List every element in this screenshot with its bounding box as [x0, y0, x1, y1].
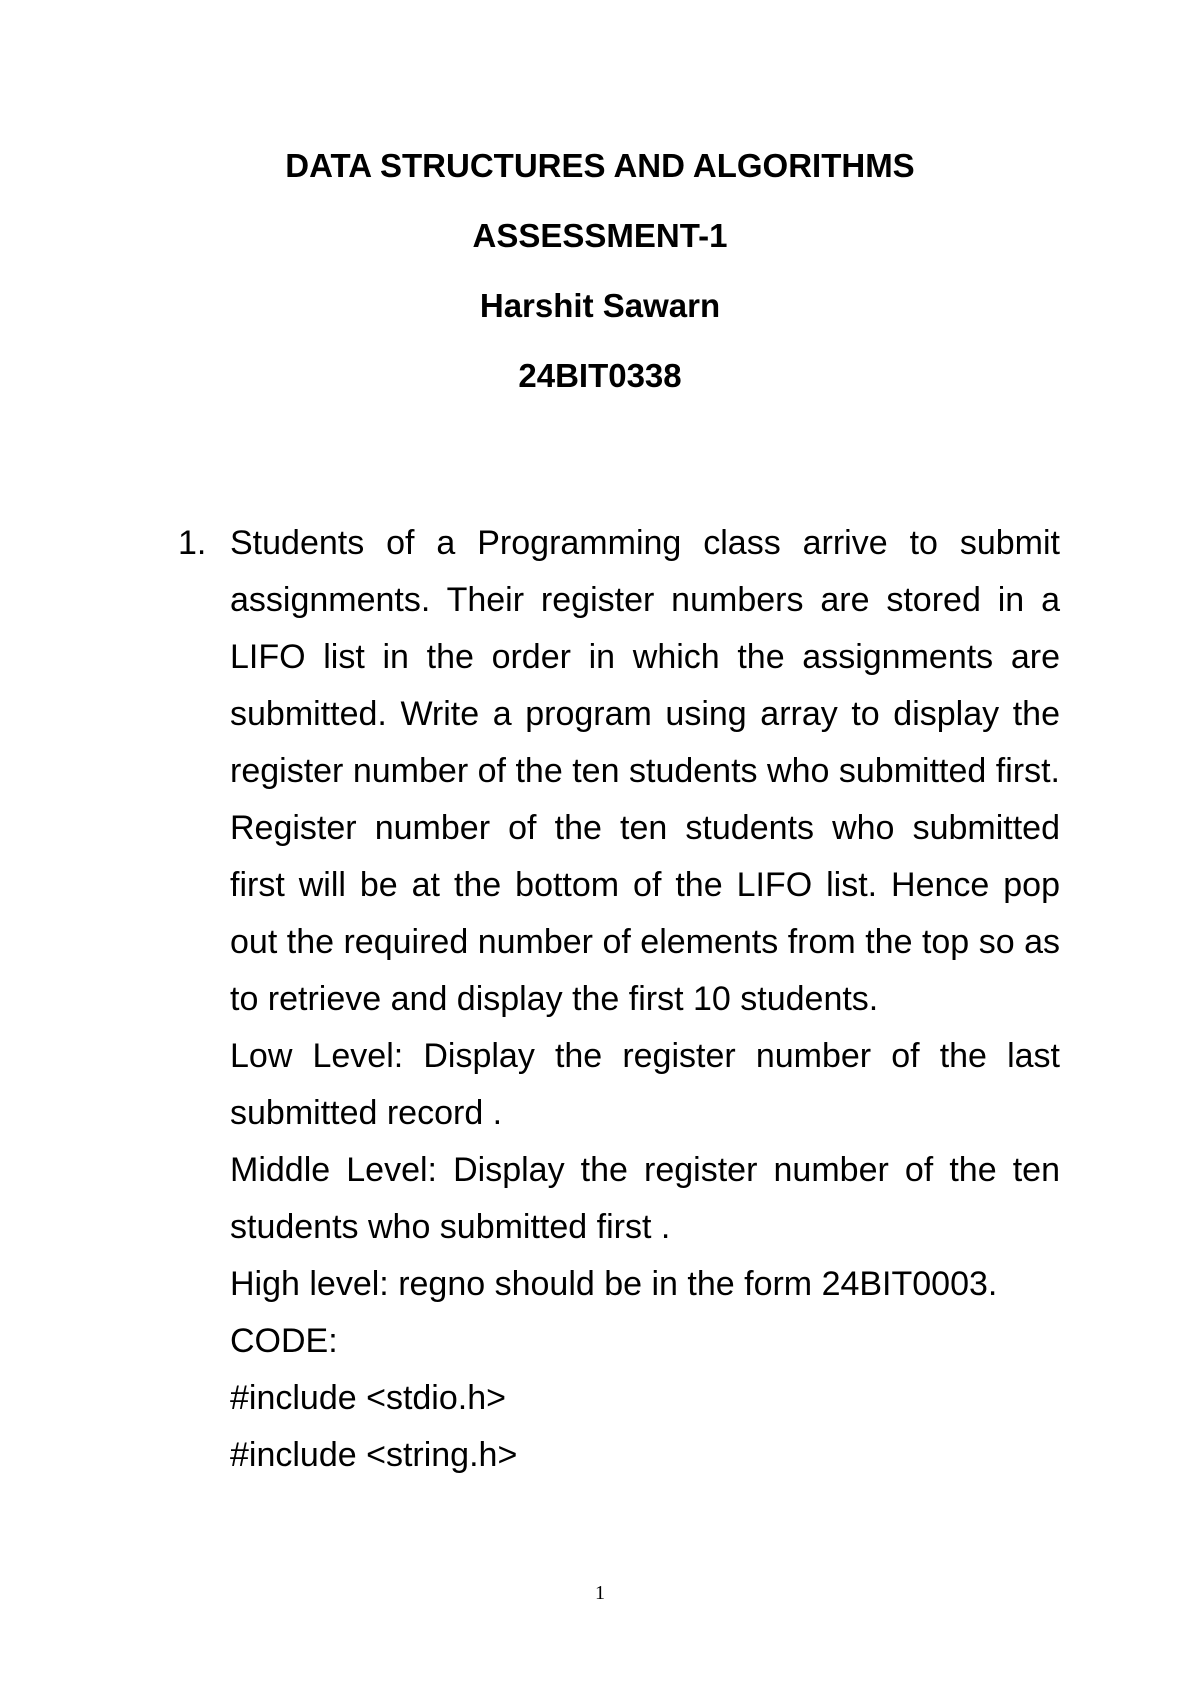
question-number: 1. [178, 524, 207, 562]
question-statement: Students of a Programming class arrive to submit assignments. Their register numbers are stored in a LIFO list in the order in which the assignments are submitted. Write a program using array to display the register number of the ten students who submitted first. Register number of the ten students who submitted first will be at the bottom of the LIFO list. Hence pop out the required number of elements from the top so as to retrieve and display the first 10 students. [230, 524, 1060, 1018]
low-level-requirement: Low Level: Display the register number of the last submitted record . [230, 1037, 1060, 1132]
code-label: CODE: [230, 1322, 338, 1360]
question-item [160, 515, 1060, 1484]
register-number: 24BIT0338 [518, 357, 682, 394]
code-line: #include <string.h> [230, 1436, 518, 1474]
question-block [160, 515, 1060, 1484]
code-line: #include <stdio.h> [230, 1379, 506, 1417]
document-header [0, 148, 1200, 428]
middle-level-requirement: Middle Level: Display the register number of the ten students who submitted first . [230, 1151, 1060, 1246]
high-level-requirement: High level: regno should be in the form 24BIT0003. [230, 1265, 998, 1303]
assessment-title: ASSESSMENT-1 [472, 217, 728, 254]
page-number: 1 [595, 1582, 605, 1604]
student-name: Harshit Sawarn [479, 287, 721, 324]
course-title: DATA STRUCTURES AND ALGORITHMS [285, 147, 915, 184]
